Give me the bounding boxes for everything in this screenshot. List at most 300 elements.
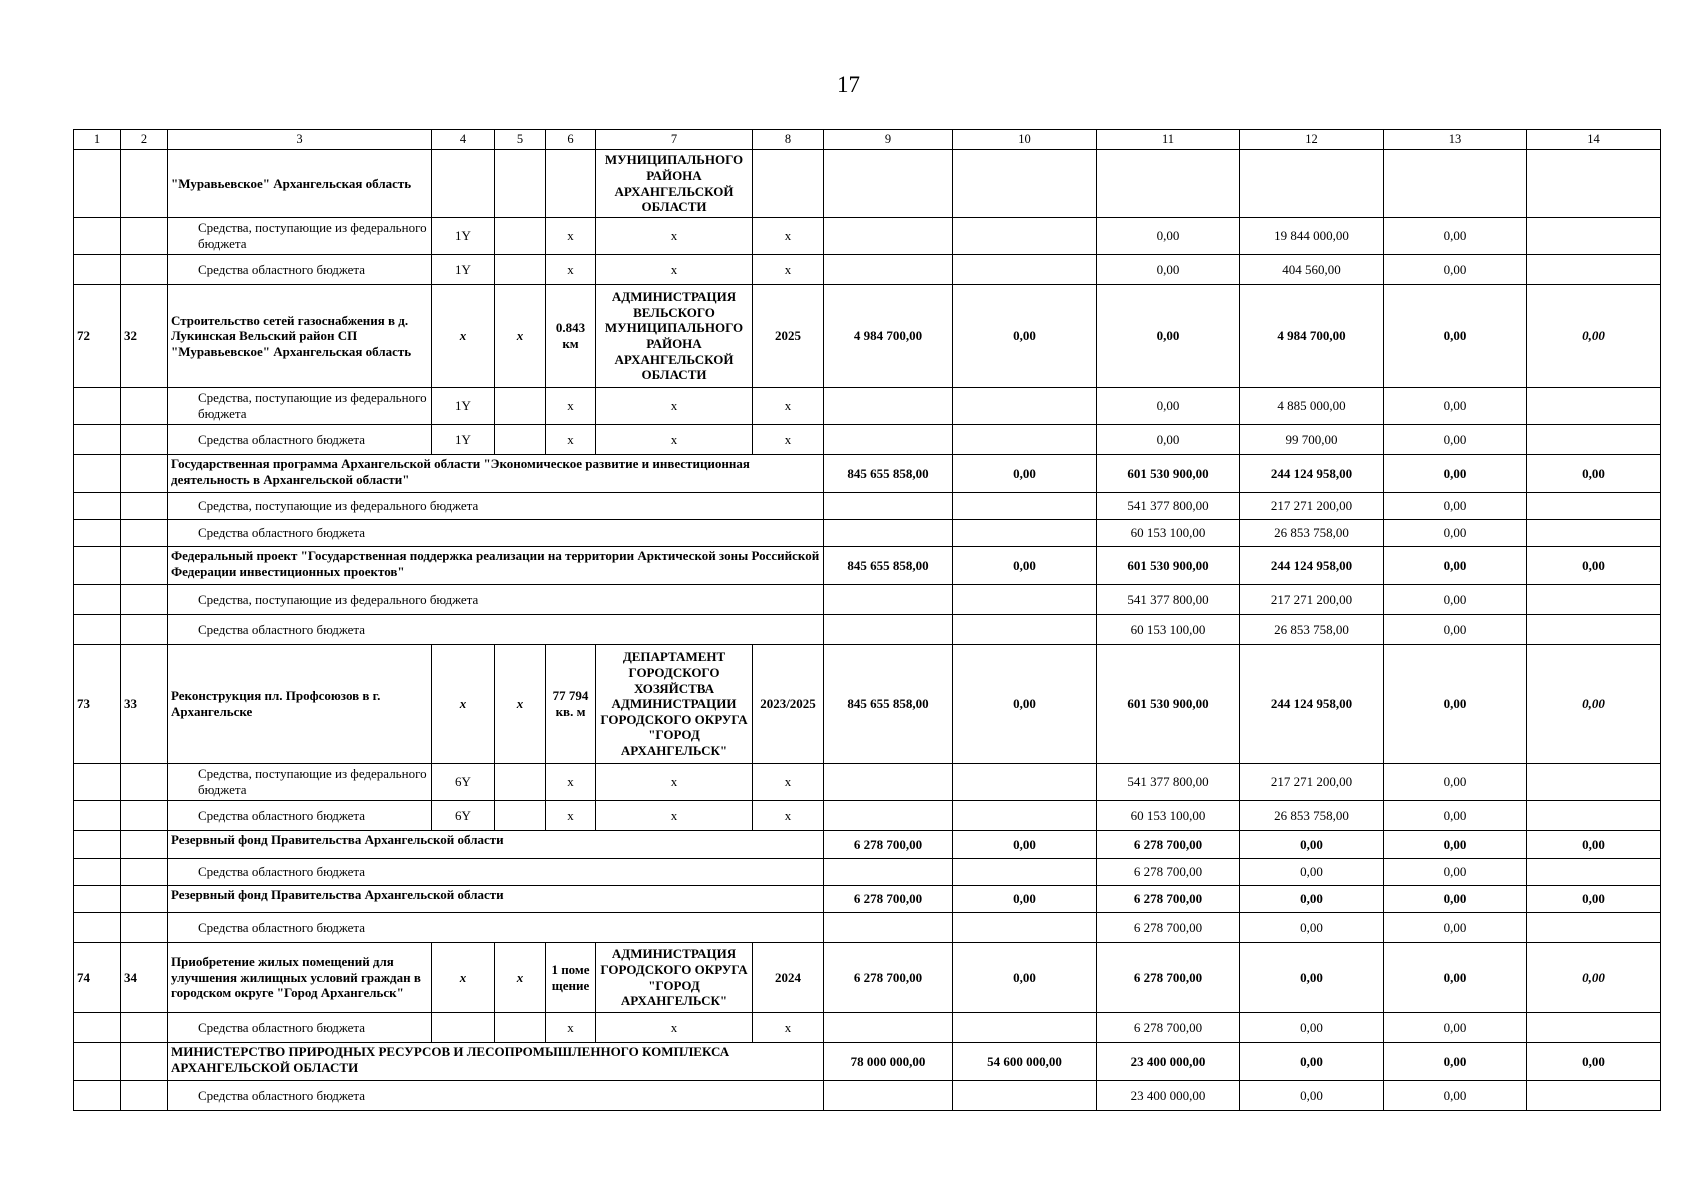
table-cell: Реконструкция пл. Профсоюзов в г. Архангельске [168, 645, 432, 764]
table-cell: х [546, 801, 596, 831]
table-cell: 0,00 [1527, 1043, 1661, 1081]
table-cell [495, 425, 546, 455]
table-cell: 0,00 [1527, 831, 1661, 859]
table-cell: 0,00 [1384, 943, 1527, 1013]
table-cell: 601 530 900,00 [1097, 547, 1240, 585]
table-cell [824, 1081, 953, 1111]
table-cell: Приобретение жилых помещений для улучшения жилищных условий граждан в городском округе "Город Архангельск" [168, 943, 432, 1013]
table-cell [953, 615, 1097, 645]
column-header: 11 [1097, 130, 1240, 150]
table-cell [1527, 388, 1661, 425]
table-cell: 541 377 800,00 [1097, 764, 1240, 801]
table-cell: 845 655 858,00 [824, 455, 953, 493]
table-cell: 0,00 [1384, 493, 1527, 520]
table-cell [74, 425, 121, 455]
table-cell: 1Y [432, 218, 495, 255]
table-cell: МИНИСТЕРСТВО ПРИРОДНЫХ РЕСУРСОВ И ЛЕСОПРОМЫШЛЕННОГО КОМПЛЕКСА АРХАНГЕЛЬСКОЙ ОБЛАСТИ [168, 1043, 824, 1081]
table-row [74, 150, 1661, 218]
table-cell [953, 150, 1097, 218]
table-cell: 60 153 100,00 [1097, 615, 1240, 645]
table-cell: 0,00 [953, 943, 1097, 1013]
table-cell: х [753, 801, 824, 831]
table-cell: 0,00 [953, 455, 1097, 493]
table-cell: 0,00 [1527, 645, 1661, 764]
table-cell: х [596, 801, 753, 831]
table-cell: 0,00 [1384, 547, 1527, 585]
table-cell: 0,00 [953, 645, 1097, 764]
table-cell [1527, 493, 1661, 520]
table-cell [546, 150, 596, 218]
column-header: 3 [168, 130, 432, 150]
table-row [74, 255, 1661, 285]
table-cell [953, 218, 1097, 255]
table-cell [121, 764, 168, 801]
table-cell [495, 801, 546, 831]
table-cell: 33 [121, 645, 168, 764]
table-cell [1527, 801, 1661, 831]
table-row [74, 388, 1661, 425]
table-row [74, 455, 1661, 493]
table-cell [1527, 255, 1661, 285]
table-cell: Средства областного бюджета [168, 1013, 432, 1043]
table-cell [74, 831, 121, 859]
table-cell: 0,00 [953, 285, 1097, 388]
table-cell: 6 278 700,00 [1097, 913, 1240, 943]
column-header: 10 [953, 130, 1097, 150]
table-cell [824, 913, 953, 943]
table-cell [495, 764, 546, 801]
table-cell [953, 1081, 1097, 1111]
table-cell: х [753, 388, 824, 425]
table-cell [74, 1043, 121, 1081]
table-row [74, 1043, 1661, 1081]
table-cell [495, 218, 546, 255]
table-cell: х [753, 1013, 824, 1043]
table-cell [121, 388, 168, 425]
table-cell [121, 913, 168, 943]
table-cell: Резервный фонд Правительства Архангельской области [168, 886, 824, 913]
table-cell: АДМИНИСТРАЦИЯ ГОРОДСКОГО ОКРУГА "ГОРОД АРХАНГЕЛЬСК" [596, 943, 753, 1013]
column-header: 9 [824, 130, 953, 150]
table-cell [824, 1013, 953, 1043]
column-header: 14 [1527, 130, 1661, 150]
table-cell [824, 859, 953, 886]
table-cell: МУНИЦИПАЛЬНОГО РАЙОНА АРХАНГЕЛЬСКОЙ ОБЛАСТИ [596, 150, 753, 218]
table-cell [953, 425, 1097, 455]
table-cell: x [495, 645, 546, 764]
table-cell: 217 271 200,00 [1240, 493, 1384, 520]
table-cell: 541 377 800,00 [1097, 585, 1240, 615]
table-cell [1384, 150, 1527, 218]
table-cell: х [753, 764, 824, 801]
table-cell: 0,00 [1097, 425, 1240, 455]
table-cell: АДМИНИСТРАЦИЯ ВЕЛЬСКОГО МУНИЦИПАЛЬНОГО РАЙОНА АРХАНГЕЛЬСКОЙ ОБЛАСТИ [596, 285, 753, 388]
table-cell: 0,00 [1384, 801, 1527, 831]
table-cell [121, 831, 168, 859]
header-row [74, 130, 1661, 150]
table-cell: Строительство сетей газоснабжения в д. Лукинская Вельский район СП "Муравьевское" Архангельская область [168, 285, 432, 388]
table-cell: 0,00 [953, 547, 1097, 585]
table-cell [121, 1081, 168, 1111]
column-header: 13 [1384, 130, 1527, 150]
table-cell: 6 278 700,00 [824, 943, 953, 1013]
table-cell: Государственная программа Архангельской области "Экономическое развитие и инвестиционная деятельность в Архангельской области" [168, 455, 824, 493]
table-cell [121, 547, 168, 585]
column-header: 8 [753, 130, 824, 150]
table-cell: 0,00 [1240, 859, 1384, 886]
table-cell: Средства областного бюджета [168, 1081, 824, 1111]
table-row [74, 1013, 1661, 1043]
table-cell: 32 [121, 285, 168, 388]
table-cell: х [753, 218, 824, 255]
table-cell: 0,00 [1097, 255, 1240, 285]
table-cell: x [495, 285, 546, 388]
table-cell: 0,00 [1384, 255, 1527, 285]
table-row [74, 493, 1661, 520]
table-cell: 845 655 858,00 [824, 645, 953, 764]
table-cell: 0,00 [1384, 218, 1527, 255]
column-header: 2 [121, 130, 168, 150]
table-cell: x [432, 645, 495, 764]
table-cell: 0,00 [1384, 831, 1527, 859]
table-cell: 0,00 [1240, 1081, 1384, 1111]
table-cell: 0,00 [1384, 859, 1527, 886]
table-cell [74, 801, 121, 831]
table-cell: 74 [74, 943, 121, 1013]
table-row [74, 913, 1661, 943]
table-cell: х [546, 388, 596, 425]
table-row [74, 801, 1661, 831]
table-cell: Средства областного бюджета [168, 615, 824, 645]
table-cell: х [546, 425, 596, 455]
table-cell: 0,00 [953, 886, 1097, 913]
table-cell: 77 794 кв. м [546, 645, 596, 764]
table-cell [1527, 218, 1661, 255]
table-cell: х [596, 764, 753, 801]
table-cell: х [596, 388, 753, 425]
table-cell [953, 585, 1097, 615]
table-cell [74, 455, 121, 493]
table-cell: х [596, 218, 753, 255]
table-cell [1097, 150, 1240, 218]
table-cell: 0,00 [1384, 886, 1527, 913]
table-cell: 1 поме щение [546, 943, 596, 1013]
table-cell [824, 255, 953, 285]
table-cell: 1Y [432, 388, 495, 425]
table-cell [74, 520, 121, 547]
column-header: 12 [1240, 130, 1384, 150]
table-cell: 6Y [432, 764, 495, 801]
table-cell [753, 150, 824, 218]
table-cell: Средства, поступающие из федерального бюджета [168, 585, 824, 615]
table-cell: Средства областного бюджета [168, 801, 432, 831]
table-cell [121, 425, 168, 455]
table-cell [121, 585, 168, 615]
table-cell: 2023/2025 [753, 645, 824, 764]
table-cell: Средства, поступающие из федерального бюджета [168, 218, 432, 255]
column-header: 4 [432, 130, 495, 150]
table-cell: 0,00 [1384, 1043, 1527, 1081]
table-cell: 0,00 [1240, 913, 1384, 943]
table-cell: 6 278 700,00 [1097, 886, 1240, 913]
table-cell: 845 655 858,00 [824, 547, 953, 585]
table-cell [74, 388, 121, 425]
table-cell: х [596, 255, 753, 285]
table-row [74, 520, 1661, 547]
table-cell: 217 271 200,00 [1240, 764, 1384, 801]
table-cell [74, 859, 121, 886]
table-cell: 26 853 758,00 [1240, 520, 1384, 547]
table-cell: х [546, 218, 596, 255]
table-cell [953, 388, 1097, 425]
table-cell: х [596, 1013, 753, 1043]
table-cell: 4 984 700,00 [1240, 285, 1384, 388]
table-cell: 1Y [432, 255, 495, 285]
table-cell [953, 493, 1097, 520]
table-cell: 78 000 000,00 [824, 1043, 953, 1081]
table-cell: 6Y [432, 801, 495, 831]
table-cell: 0,00 [1527, 547, 1661, 585]
table-row [74, 585, 1661, 615]
table-cell [121, 218, 168, 255]
table-cell: х [546, 1013, 596, 1043]
table-cell: 244 124 958,00 [1240, 547, 1384, 585]
table-cell: 0,00 [1527, 943, 1661, 1013]
table-cell: 0,00 [1240, 886, 1384, 913]
table-cell: Средства областного бюджета [168, 520, 824, 547]
table-cell: 0,00 [1384, 388, 1527, 425]
table-cell: 601 530 900,00 [1097, 645, 1240, 764]
table-row [74, 615, 1661, 645]
table-row [74, 859, 1661, 886]
table-row [74, 285, 1661, 388]
table-cell: 34 [121, 943, 168, 1013]
table-row [74, 764, 1661, 801]
table-cell: x [432, 285, 495, 388]
table-cell: 72 [74, 285, 121, 388]
table-cell [74, 585, 121, 615]
table-cell: 0,00 [1240, 831, 1384, 859]
table-cell: 19 844 000,00 [1240, 218, 1384, 255]
table-cell [824, 425, 953, 455]
table-cell [1527, 859, 1661, 886]
table-cell: 0,00 [1384, 520, 1527, 547]
table-cell: 541 377 800,00 [1097, 493, 1240, 520]
table-cell [495, 255, 546, 285]
table-cell: 4 984 700,00 [824, 285, 953, 388]
table-cell: 60 153 100,00 [1097, 801, 1240, 831]
page-number: 17 [837, 72, 860, 97]
table-row [74, 425, 1661, 455]
table-cell: 0,00 [1384, 425, 1527, 455]
table-cell: Средства областного бюджета [168, 859, 824, 886]
table-cell: х [596, 425, 753, 455]
table-cell [824, 615, 953, 645]
table-cell: 60 153 100,00 [1097, 520, 1240, 547]
table-cell [74, 255, 121, 285]
table-cell: 0,00 [1527, 455, 1661, 493]
table-cell: 23 400 000,00 [1097, 1043, 1240, 1081]
table-cell [121, 1043, 168, 1081]
table-cell [121, 859, 168, 886]
table-cell: Средства, поступающие из федерального бюджета [168, 388, 432, 425]
table-cell: 0,00 [1384, 1081, 1527, 1111]
table-cell [1527, 150, 1661, 218]
table-cell: 0.843 км [546, 285, 596, 388]
table-cell [824, 764, 953, 801]
table-cell [74, 764, 121, 801]
table-row [74, 645, 1661, 764]
table-cell [74, 615, 121, 645]
table-cell [953, 255, 1097, 285]
table-cell: 244 124 958,00 [1240, 455, 1384, 493]
table-cell: Федеральный проект "Государственная поддержка реализации на территории Арктической зоны Российской Федерации инвестиционных проектов" [168, 547, 824, 585]
table-cell [121, 150, 168, 218]
table-cell: Резервный фонд Правительства Архангельской области [168, 831, 824, 859]
table-cell: 0,00 [1384, 913, 1527, 943]
table-cell [824, 150, 953, 218]
table-cell [1527, 1013, 1661, 1043]
table-cell: 0,00 [1097, 285, 1240, 388]
table-cell: 6 278 700,00 [1097, 831, 1240, 859]
table-cell: 0,00 [1097, 218, 1240, 255]
table-cell [121, 886, 168, 913]
table-cell: Средства областного бюджета [168, 255, 432, 285]
table-cell: 0,00 [1097, 388, 1240, 425]
table-cell: 6 278 700,00 [824, 831, 953, 859]
table-cell [495, 388, 546, 425]
column-header: 6 [546, 130, 596, 150]
table-cell: 0,00 [1384, 764, 1527, 801]
table-cell [1527, 615, 1661, 645]
table-cell: 1Y [432, 425, 495, 455]
table-cell: 6 278 700,00 [1097, 1013, 1240, 1043]
table-cell: 0,00 [1527, 285, 1661, 388]
table-row [74, 1081, 1661, 1111]
table-cell: 217 271 200,00 [1240, 585, 1384, 615]
table-cell: 54 600 000,00 [953, 1043, 1097, 1081]
table-cell [1527, 913, 1661, 943]
table-cell [824, 801, 953, 831]
table-cell [953, 801, 1097, 831]
table-cell [74, 886, 121, 913]
table-cell [121, 615, 168, 645]
table-cell [953, 764, 1097, 801]
table-cell [495, 1013, 546, 1043]
column-header: 1 [74, 130, 121, 150]
table-cell [953, 913, 1097, 943]
table-cell [824, 585, 953, 615]
table-cell: 0,00 [1384, 285, 1527, 388]
table-cell [121, 255, 168, 285]
table-row [74, 943, 1661, 1013]
table-cell: 26 853 758,00 [1240, 615, 1384, 645]
table-cell [953, 859, 1097, 886]
table-cell: х [753, 255, 824, 285]
table-cell: Средства областного бюджета [168, 425, 432, 455]
table-cell [121, 455, 168, 493]
table-cell [953, 520, 1097, 547]
table-cell [74, 1081, 121, 1111]
table-cell: 23 400 000,00 [1097, 1081, 1240, 1111]
table-cell: 0,00 [1527, 886, 1661, 913]
table-cell [432, 1013, 495, 1043]
table-cell: 244 124 958,00 [1240, 645, 1384, 764]
table-row [74, 547, 1661, 585]
table-cell [74, 218, 121, 255]
table-cell: 4 885 000,00 [1240, 388, 1384, 425]
table-cell [74, 1013, 121, 1043]
column-header: 7 [596, 130, 753, 150]
table-cell [1527, 1081, 1661, 1111]
table-cell [121, 493, 168, 520]
table-cell [824, 388, 953, 425]
table-cell [824, 520, 953, 547]
table-cell: х [546, 764, 596, 801]
table-cell [1240, 150, 1384, 218]
table-cell: Средства, поступающие из федерального бюджета [168, 493, 824, 520]
table-cell [74, 150, 121, 218]
table-cell: ДЕПАРТАМЕНТ ГОРОДСКОГО ХОЗЯЙСТВА АДМИНИСТРАЦИИ ГОРОДСКОГО ОКРУГА "ГОРОД АРХАНГЕЛЬСК" [596, 645, 753, 764]
table-cell: 26 853 758,00 [1240, 801, 1384, 831]
table-cell: 6 278 700,00 [1097, 859, 1240, 886]
table-cell [432, 150, 495, 218]
table-cell: 6 278 700,00 [1097, 943, 1240, 1013]
table-cell: 0,00 [953, 831, 1097, 859]
table-cell: 0,00 [1240, 1043, 1384, 1081]
table-cell: "Муравьевское" Архангельская область [168, 150, 432, 218]
table-cell [74, 547, 121, 585]
table-cell [1527, 425, 1661, 455]
table-cell: 0,00 [1384, 645, 1527, 764]
table-cell [121, 1013, 168, 1043]
table-row [74, 218, 1661, 255]
table-cell: 6 278 700,00 [824, 886, 953, 913]
table-cell [824, 493, 953, 520]
table-cell: 404 560,00 [1240, 255, 1384, 285]
budget-table [73, 129, 1661, 1111]
table-cell [1527, 520, 1661, 547]
table-cell [495, 150, 546, 218]
table-cell [953, 1013, 1097, 1043]
table-cell [1527, 585, 1661, 615]
table-cell [121, 520, 168, 547]
table-cell: 0,00 [1240, 943, 1384, 1013]
table-cell: 601 530 900,00 [1097, 455, 1240, 493]
table-cell [74, 493, 121, 520]
table-row [74, 831, 1661, 859]
table-cell [121, 801, 168, 831]
table-cell: 2025 [753, 285, 824, 388]
table-cell: 0,00 [1384, 1013, 1527, 1043]
table-cell: x [495, 943, 546, 1013]
table-cell [824, 218, 953, 255]
table-cell: х [546, 255, 596, 285]
table-cell: Средства областного бюджета [168, 913, 824, 943]
table-cell: х [753, 425, 824, 455]
table-cell [74, 913, 121, 943]
table-cell: 2024 [753, 943, 824, 1013]
table-cell: 0,00 [1384, 585, 1527, 615]
table-row [74, 886, 1661, 913]
table-cell: 99 700,00 [1240, 425, 1384, 455]
table-cell: 0,00 [1384, 615, 1527, 645]
table-cell: 0,00 [1240, 1013, 1384, 1043]
table-cell: Средства, поступающие из федерального бюджета [168, 764, 432, 801]
table-cell: 73 [74, 645, 121, 764]
column-header: 5 [495, 130, 546, 150]
table-cell [1527, 764, 1661, 801]
